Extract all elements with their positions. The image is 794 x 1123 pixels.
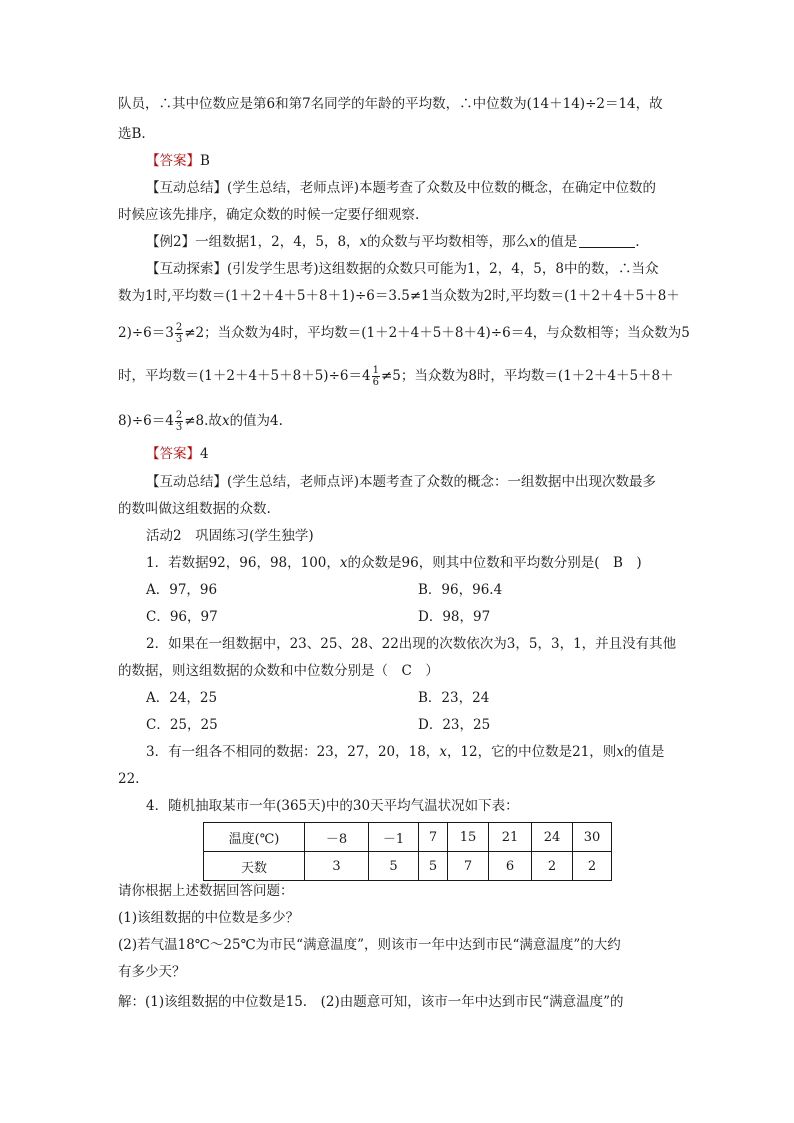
- summary-line: 【互动总结】(学生总结，老师点评)本题考查了众数及中位数的概念，在确定中位数的: [146, 180, 657, 196]
- variable: x: [359, 234, 368, 250]
- table-cell: －1: [369, 823, 419, 852]
- text-span: 1．若数据92，96，98，100，: [146, 555, 340, 571]
- summary-line: 时候应该先排序，确定众数的时候一定要仔细观察.: [118, 207, 420, 223]
- variable: x: [529, 234, 537, 250]
- example-line: [146, 232, 640, 252]
- text-span: .: [635, 234, 640, 250]
- denominator: 3: [175, 422, 183, 433]
- answer-value: 4: [200, 446, 209, 462]
- choice-d: D．23，25: [418, 717, 491, 733]
- answer-tag: 【答案】: [146, 153, 200, 169]
- text-span: 的值是: [623, 744, 665, 760]
- question-2: 2．如果在一组数据中，23、25、28、22出现的次数依次为3，5，3，1，并且没有其他: [146, 636, 677, 652]
- text-line: 队员，∴其中位数应是第6和第7名同学的年龄的平均数，∴中位数为(14＋14)÷2＝14，故: [118, 96, 663, 112]
- variable: x: [339, 555, 348, 571]
- fraction: [175, 410, 183, 433]
- choice-d: D．98，97: [418, 609, 491, 625]
- choice-c: C．25，25: [146, 717, 218, 733]
- fraction: [372, 365, 380, 388]
- denominator: 6: [372, 377, 379, 388]
- explore-line: [118, 322, 690, 345]
- choice-c: C．96，97: [146, 609, 218, 625]
- question-4: 4．随机抽取某市一年(365天)中的30天平均气温状况如下表：: [146, 798, 519, 814]
- explore-line: 数为1时,平均数＝(1＋2＋4＋5＋8＋1)÷6＝3.5≠1当众数为2时,平均数＝(1＋2＋4＋5＋8＋: [118, 288, 680, 304]
- table-cell: 15: [448, 823, 489, 852]
- text-span: 的值是: [536, 234, 578, 250]
- table-cell: 2: [532, 852, 573, 881]
- table-cell: 6: [489, 852, 532, 881]
- answer-line: [146, 444, 209, 464]
- answer-blank: [579, 233, 635, 248]
- question-4-part2-cont: 有多少天？: [118, 964, 186, 980]
- table-cell: 21: [489, 823, 532, 852]
- text-span: ≠5；当众数为8时，平均数＝(1＋2＋4＋5＋8＋: [380, 368, 674, 384]
- variable: x: [439, 744, 447, 760]
- text-span: 【例2】一组数据1，2，4，5，8，: [146, 234, 360, 250]
- choice-row: [146, 580, 217, 600]
- text-span: 的众数与平均数相等，那么: [367, 234, 530, 250]
- answer-line: [146, 151, 210, 171]
- table-row: [204, 852, 612, 881]
- question-3: [146, 742, 664, 762]
- table-cell: －8: [305, 823, 369, 852]
- table-cell: 2: [573, 852, 612, 881]
- table-cell: 5: [369, 852, 419, 881]
- solution-line: 解：(1)该组数据的中位数是15. (2)由题意可知，该市一年中达到市民“满意温度”的: [118, 994, 624, 1010]
- temperature-table: [203, 822, 612, 881]
- text-span: ≠2；当众数为4时，平均数＝(1＋2＋4＋5＋8＋4)÷6＝4，与众数相等；当众数为5: [184, 325, 690, 341]
- answer-tag: 【答案】: [146, 446, 200, 462]
- numerator: 1: [372, 365, 379, 376]
- variable: x: [616, 744, 624, 760]
- choice-b: B．23，24: [418, 690, 490, 706]
- numerator: 2: [175, 410, 183, 421]
- table-cell: 7: [448, 852, 489, 881]
- choice-b: B．96，96.4: [418, 582, 503, 598]
- choice-a: A．97，96: [146, 582, 218, 598]
- question-4-part2: (2)若气温18℃～25℃为市民“满意温度”，则该市一年中达到市民“满意温度”的大约: [118, 937, 621, 953]
- fraction: [175, 322, 183, 345]
- table-cell: 30: [573, 823, 612, 852]
- text-span: 的值为4.: [229, 413, 283, 429]
- table-cell: 天数: [204, 852, 305, 881]
- table-row: [204, 823, 612, 852]
- text-span: 2)÷6＝3: [118, 325, 174, 341]
- question-4-prompt: 请你根据上述数据回答问题：: [118, 883, 294, 899]
- text-span: ≠8.故: [184, 413, 222, 429]
- summary-line: 【互动总结】(学生总结，老师点评)本题考查了众数的概念：一组数据中出现次数最多: [146, 474, 657, 490]
- table-cell: 24: [532, 823, 573, 852]
- table-cell: 3: [305, 852, 369, 881]
- text-line: 选B.: [118, 126, 146, 142]
- question-1: [146, 553, 642, 573]
- text-span: 3．有一组各不相同的数据：23，27，20，18，: [146, 744, 440, 760]
- answer-value: B: [200, 153, 210, 169]
- table-cell: 7: [419, 823, 448, 852]
- variable: x: [221, 413, 230, 429]
- question-2-cont: 的数据，则这组数据的众数和中位数分别是（ C ）: [118, 663, 439, 679]
- denominator: 3: [175, 334, 183, 345]
- text-span: ，12，它的中位数是21，则: [446, 744, 617, 760]
- explore-line: [118, 410, 283, 433]
- text-span: 的众数是96，则其中位数和平均数分别是( B ): [347, 555, 642, 571]
- choice-a: A．24，25: [146, 690, 218, 706]
- explore-line: 【互动探索】(引发学生思考)这组数据的众数只可能为1，2，4，5，8中的数，∴当众: [146, 261, 659, 277]
- question-3-cont: 22.: [118, 771, 140, 787]
- table-cell: 5: [419, 852, 448, 881]
- numerator: 2: [175, 322, 183, 333]
- question-4-part1: (1)该组数据的中位数是多少？: [118, 910, 300, 926]
- table-cell: 温度(℃): [204, 823, 305, 852]
- explore-line: [118, 365, 674, 388]
- activity-heading: 活动2 巩固练习(学生独学): [146, 528, 314, 544]
- text-span: 8)÷6＝4: [118, 413, 174, 429]
- text-span: 时，平均数＝(1＋2＋4＋5＋8＋5)÷6＝4: [118, 368, 371, 384]
- summary-line: 的数叫做这组数据的众数.: [118, 501, 271, 517]
